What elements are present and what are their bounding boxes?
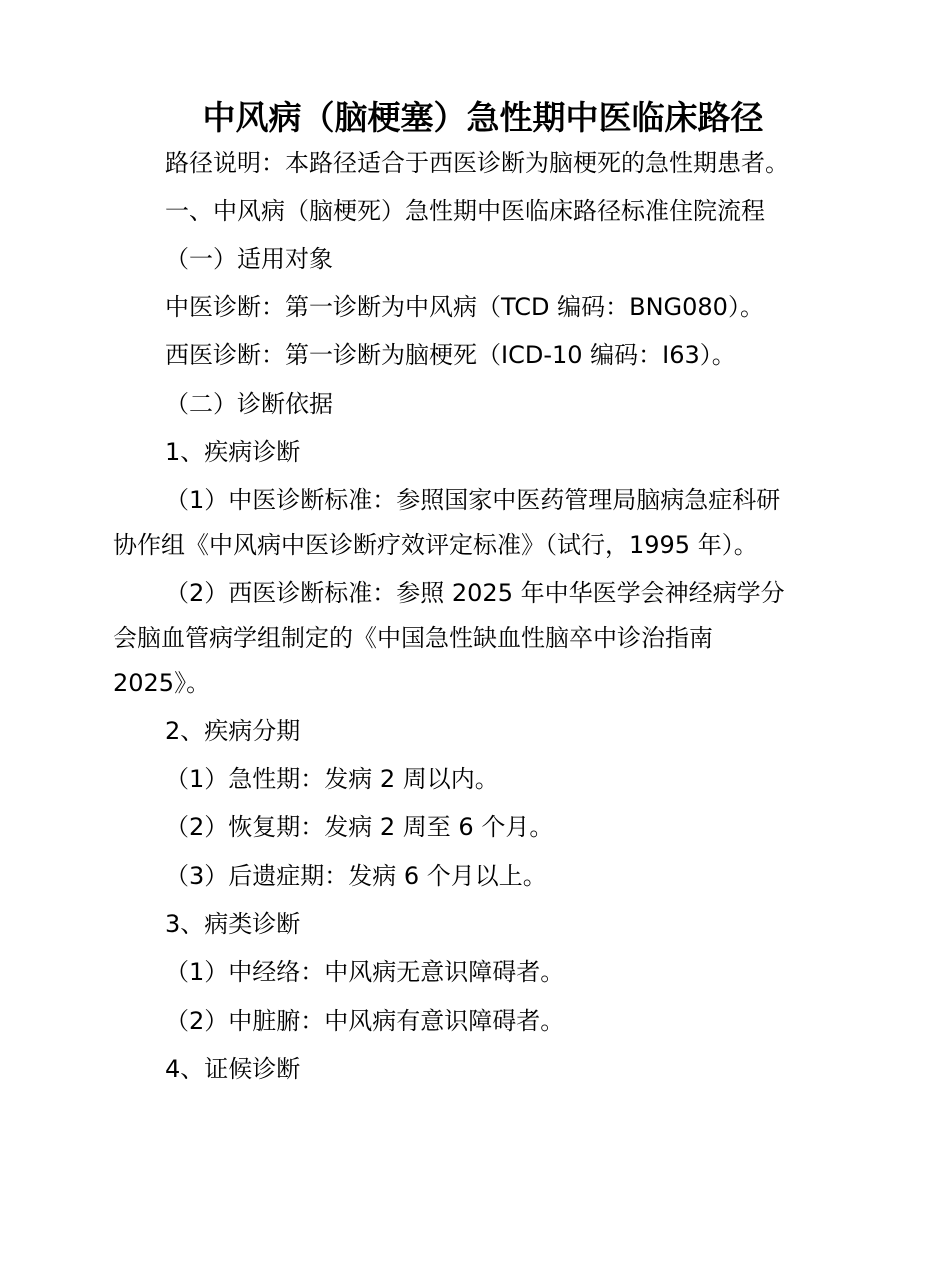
path-description: 路径说明：本路径适合于西医诊断为脑梗死的急性期患者。 — [165, 149, 789, 177]
item-heading-disease-staging: 2、疾病分期 — [165, 717, 301, 745]
subsection-heading-applicable-objects: （一）适用对象 — [165, 245, 333, 273]
organ-stroke-line: （2）中脏腑：中风病有意识障碍者。 — [165, 1007, 565, 1035]
item-heading-disease-category: 3、病类诊断 — [165, 910, 301, 938]
meridian-stroke-line: （1）中经络：中风病无意识障碍者。 — [165, 958, 565, 986]
document-title: 中风病（脑梗塞）急性期中医临床路径 — [202, 98, 764, 137]
section-heading-1: 一、中风病（脑梗死）急性期中医临床路径标准住院流程 — [165, 197, 765, 225]
subsection-heading-diagnostic-basis: （二）诊断依据 — [165, 390, 333, 418]
western-criteria-line-2: 会脑血管病学组制定的《中国急性缺血性脑卒中诊治指南 — [113, 624, 713, 652]
acute-stage-line: （1）急性期：发病 2 周以内。 — [165, 765, 499, 793]
western-criteria-line-1: （2）西医诊断标准：参照 2025 年中华医学会神经病学分 — [165, 579, 785, 607]
sequelae-stage-line: （3）后遗症期：发病 6 个月以上。 — [165, 862, 547, 890]
tcm-criteria-line-1: （1）中医诊断标准：参照国家中医药管理局脑病急症科研 — [165, 486, 781, 514]
western-criteria-line-3: 2025》。 — [113, 669, 211, 697]
item-heading-disease-diagnosis: 1、疾病诊断 — [165, 438, 301, 466]
tcm-criteria-line-2: 协作组《中风病中医诊断疗效评定标准》（试行，1995 年）。 — [113, 531, 758, 559]
item-heading-syndrome-diagnosis: 4、证候诊断 — [165, 1055, 301, 1083]
western-diagnosis-line: 西医诊断：第一诊断为脑梗死（ICD-10 编码：I63）。 — [165, 341, 736, 369]
tcm-diagnosis-line: 中医诊断：第一诊断为中风病（TCD 编码：BNG080）。 — [165, 293, 764, 321]
recovery-stage-line: （2）恢复期：发病 2 周至 6 个月。 — [165, 813, 554, 841]
